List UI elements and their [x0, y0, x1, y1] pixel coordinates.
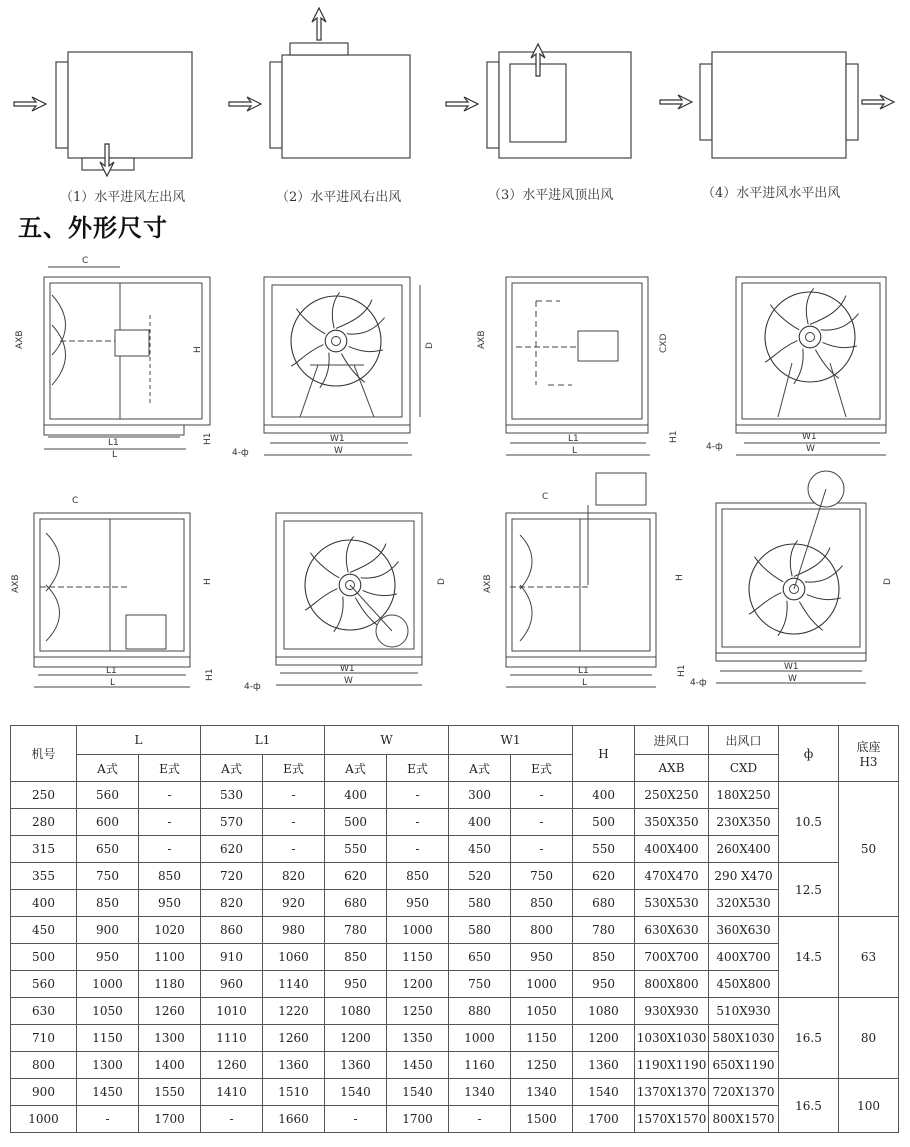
- table-cell: 1050: [77, 998, 139, 1025]
- table-row: [11, 890, 899, 917]
- table-cell: 1110: [201, 1025, 263, 1052]
- table-cell: 400: [325, 782, 387, 809]
- table-cell: 780: [325, 917, 387, 944]
- table-cell: 950: [573, 971, 635, 998]
- label-l-2: L: [572, 446, 578, 456]
- table-cell: -: [263, 809, 325, 836]
- table-cell: 1350: [387, 1025, 449, 1052]
- table-row: [11, 998, 899, 1025]
- table-cell: 1160: [449, 1052, 511, 1079]
- table-cell: 960: [201, 971, 263, 998]
- label-h1-4: H1: [677, 664, 687, 677]
- table-cell: -: [325, 1106, 387, 1133]
- sub-L1-a: A式: [201, 755, 263, 782]
- table-cell: 860: [201, 917, 263, 944]
- label-w1-3: W1: [340, 664, 355, 674]
- table-cell: 750: [511, 863, 573, 890]
- header-W: W: [325, 726, 449, 755]
- table-cell: -: [263, 782, 325, 809]
- sub-W-e: E式: [387, 755, 449, 782]
- table-cell: 750: [77, 863, 139, 890]
- label-w1-4: W1: [784, 662, 799, 672]
- table-cell: 1550: [139, 1079, 201, 1106]
- table-cell: 910: [201, 944, 263, 971]
- label-c-1: C: [82, 256, 89, 266]
- table-cell: 400: [573, 782, 635, 809]
- label-l1-1: L1: [108, 438, 119, 448]
- table-cell: 950: [77, 944, 139, 971]
- table-cell: 1060: [263, 944, 325, 971]
- table-cell: 400: [449, 809, 511, 836]
- table-cell: 510X930: [709, 998, 779, 1025]
- table-row: [11, 917, 899, 944]
- header-model: 机号: [11, 726, 77, 782]
- table-cell: 550: [325, 836, 387, 863]
- table-cell: 650: [449, 944, 511, 971]
- label-h1-1: H1: [203, 432, 213, 445]
- table-cell: 400X700: [709, 944, 779, 971]
- table-cell: 850: [77, 890, 139, 917]
- table-cell: 1000: [449, 1025, 511, 1052]
- header-inlet: 进风口: [635, 726, 709, 755]
- sub-L-a: A式: [77, 755, 139, 782]
- table-cell: 900: [11, 1079, 77, 1106]
- sub-inlet: AXB: [635, 755, 709, 782]
- table-cell: 300: [449, 782, 511, 809]
- table-cell: 900: [77, 917, 139, 944]
- phi-cell: 10.5: [779, 782, 839, 863]
- table-cell: 580: [449, 890, 511, 917]
- label-c-3: C: [542, 492, 549, 502]
- table-cell: 500: [325, 809, 387, 836]
- table-cell: 320X530: [709, 890, 779, 917]
- table-cell: 470X470: [635, 863, 709, 890]
- table-cell: -: [139, 782, 201, 809]
- header-L: L: [77, 726, 201, 755]
- table-cell: 920: [263, 890, 325, 917]
- label-h-1: H: [193, 346, 203, 353]
- table-cell: 1220: [263, 998, 325, 1025]
- table-cell: 1250: [511, 1052, 573, 1079]
- table-row: [11, 782, 899, 809]
- table-cell: 1300: [139, 1025, 201, 1052]
- table-cell: 580: [449, 917, 511, 944]
- table-row: [11, 1106, 899, 1133]
- table-cell: 720X1370: [709, 1079, 779, 1106]
- table-cell: 1000: [11, 1106, 77, 1133]
- table-cell: 580X1030: [709, 1025, 779, 1052]
- label-l1-4: L1: [578, 666, 589, 676]
- label-w-3: W: [344, 676, 353, 686]
- drawing-front-c: [716, 471, 866, 683]
- section-title: 五、外形尺寸: [18, 214, 168, 242]
- header-base: 底座 H3: [839, 726, 899, 782]
- table-row: [11, 863, 899, 890]
- table-cell: 180X250: [709, 782, 779, 809]
- table-cell: 880: [449, 998, 511, 1025]
- label-d-3: D: [883, 578, 893, 585]
- sub-W1-e: E式: [511, 755, 573, 782]
- table-cell: 700X700: [635, 944, 709, 971]
- table-cell: 600: [77, 809, 139, 836]
- table-row: [11, 1025, 899, 1052]
- table-cell: 1570X1570: [635, 1106, 709, 1133]
- table-cell: 1660: [263, 1106, 325, 1133]
- table-cell: 780: [573, 917, 635, 944]
- sub-outlet: CXD: [709, 755, 779, 782]
- table-cell: 315: [11, 836, 77, 863]
- table-cell: 290 X470: [709, 863, 779, 890]
- table-cell: 1260: [139, 998, 201, 1025]
- table-cell: 950: [387, 890, 449, 917]
- table-cell: 850: [139, 863, 201, 890]
- table-cell: 530: [201, 782, 263, 809]
- label-phi-2: 4-ф: [706, 442, 723, 452]
- table-cell: 1260: [201, 1052, 263, 1079]
- table-cell: 1150: [387, 944, 449, 971]
- table-cell: 720: [201, 863, 263, 890]
- label-l-3: L: [110, 678, 116, 688]
- table-cell: 1340: [511, 1079, 573, 1106]
- label-d-1: D: [425, 342, 435, 349]
- table-cell: 1100: [139, 944, 201, 971]
- header-phi: ф: [779, 726, 839, 782]
- table-cell: 980: [263, 917, 325, 944]
- header-H: H: [573, 726, 635, 782]
- table-cell: 1400: [139, 1052, 201, 1079]
- table-cell: 530X530: [635, 890, 709, 917]
- base-cell: 50: [839, 782, 899, 917]
- table-cell: 680: [573, 890, 635, 917]
- table-cell: 360X630: [709, 917, 779, 944]
- label-axb-4: AXB: [483, 574, 493, 593]
- drawing-side-b: [34, 513, 190, 687]
- label-l1-3: L1: [106, 666, 117, 676]
- table-cell: 650X1190: [709, 1052, 779, 1079]
- table-cell: -: [201, 1106, 263, 1133]
- table-cell: -: [263, 836, 325, 863]
- table-cell: 1700: [139, 1106, 201, 1133]
- table-cell: 750: [449, 971, 511, 998]
- table-cell: 1000: [77, 971, 139, 998]
- table-cell: 1020: [139, 917, 201, 944]
- table-cell: -: [139, 836, 201, 863]
- table-cell: 560: [11, 971, 77, 998]
- table-cell: 1150: [77, 1025, 139, 1052]
- caption-3: （3）水平进风顶出风: [488, 188, 614, 203]
- table-cell: 1410: [201, 1079, 263, 1106]
- table-cell: 1450: [387, 1052, 449, 1079]
- table-cell: 520: [449, 863, 511, 890]
- table-cell: 1200: [573, 1025, 635, 1052]
- dimension-drawings: [0, 245, 910, 700]
- table-cell: 560: [77, 782, 139, 809]
- phi-cell: 16.5: [779, 1079, 839, 1133]
- table-cell: 1450: [77, 1079, 139, 1106]
- drawing-front-a: [264, 277, 420, 455]
- table-cell: 260X400: [709, 836, 779, 863]
- table-cell: 650: [77, 836, 139, 863]
- label-axb-1: AXB: [15, 330, 25, 349]
- table-row: [11, 1079, 899, 1106]
- table-cell: -: [77, 1106, 139, 1133]
- table-row: [11, 836, 899, 863]
- label-phi-4: 4-ф: [690, 678, 707, 688]
- phi-cell: 16.5: [779, 998, 839, 1079]
- label-axb-3: AXB: [11, 574, 21, 593]
- sub-L-e: E式: [139, 755, 201, 782]
- table-cell: 1360: [263, 1052, 325, 1079]
- dimension-table: [10, 725, 899, 1133]
- table-cell: 1030X1030: [635, 1025, 709, 1052]
- table-cell: 620: [201, 836, 263, 863]
- table-cell: 400: [11, 890, 77, 917]
- label-axb-2: AXB: [477, 330, 487, 349]
- table-cell: 950: [511, 944, 573, 971]
- table-cell: 950: [325, 971, 387, 998]
- table-cell: 1080: [573, 998, 635, 1025]
- caption-4: （4）水平进风水平出风: [702, 186, 841, 201]
- phi-cell: 14.5: [779, 917, 839, 998]
- caption-1: （1）水平进风左出风: [60, 190, 186, 205]
- table-cell: 1050: [511, 998, 573, 1025]
- table-cell: 1360: [325, 1052, 387, 1079]
- diagram-1: [14, 52, 192, 176]
- table-cell: 1000: [387, 917, 449, 944]
- label-cxd-1: CXD: [659, 333, 669, 353]
- label-l-4: L: [582, 678, 588, 688]
- base-cell: 63: [839, 917, 899, 998]
- table-cell: 1180: [139, 971, 201, 998]
- table-cell: 950: [139, 890, 201, 917]
- table-cell: 355: [11, 863, 77, 890]
- table-cell: 1300: [77, 1052, 139, 1079]
- table-cell: 500: [573, 809, 635, 836]
- table-cell: 800X800: [635, 971, 709, 998]
- base-cell: 100: [839, 1079, 899, 1133]
- table-cell: 680: [325, 890, 387, 917]
- table-cell: 1510: [263, 1079, 325, 1106]
- table-cell: 500: [11, 944, 77, 971]
- table-cell: 850: [387, 863, 449, 890]
- sub-W1-a: A式: [449, 755, 511, 782]
- table-cell: 1010: [201, 998, 263, 1025]
- table-cell: 820: [201, 890, 263, 917]
- sub-W-a: A式: [325, 755, 387, 782]
- phi-cell: 12.5: [779, 863, 839, 917]
- table-row: [11, 809, 899, 836]
- table-cell: 850: [325, 944, 387, 971]
- table-cell: 710: [11, 1025, 77, 1052]
- table-cell: 400X400: [635, 836, 709, 863]
- label-phi-3: 4-ф: [244, 682, 261, 692]
- table-cell: 630X630: [635, 917, 709, 944]
- table-cell: 1700: [387, 1106, 449, 1133]
- table-cell: 1140: [263, 971, 325, 998]
- table-cell: 1200: [387, 971, 449, 998]
- table-cell: 850: [573, 944, 635, 971]
- label-l-1: L: [112, 450, 118, 460]
- table-cell: 1370X1370: [635, 1079, 709, 1106]
- caption-2: （2）水平进风右出风: [276, 190, 402, 205]
- header-outlet: 出风口: [709, 726, 779, 755]
- table-cell: 1080: [325, 998, 387, 1025]
- table-cell: 1000: [511, 971, 573, 998]
- table-cell: 1700: [573, 1106, 635, 1133]
- table-cell: 1250: [387, 998, 449, 1025]
- table-cell: 630: [11, 998, 77, 1025]
- label-h1-2: H1: [669, 430, 679, 443]
- table-cell: -: [387, 809, 449, 836]
- drawing-side-top: [506, 277, 650, 455]
- drawing-front-b: [276, 513, 422, 685]
- table-cell: 800X1570: [709, 1106, 779, 1133]
- table-cell: 820: [263, 863, 325, 890]
- table-cell: 350X350: [635, 809, 709, 836]
- table-cell: 1340: [449, 1079, 511, 1106]
- airflow-diagrams: [0, 0, 910, 205]
- table-cell: 620: [573, 863, 635, 890]
- drawing-side-c: [506, 473, 656, 687]
- table-cell: 800: [11, 1052, 77, 1079]
- table-row: [11, 971, 899, 998]
- table-cell: -: [511, 836, 573, 863]
- table-cell: 1540: [387, 1079, 449, 1106]
- table-cell: 570: [201, 809, 263, 836]
- header-L1: L1: [201, 726, 325, 755]
- table-cell: 450X800: [709, 971, 779, 998]
- table-cell: 850: [511, 890, 573, 917]
- table-cell: 250X250: [635, 782, 709, 809]
- table-cell: 1500: [511, 1106, 573, 1133]
- label-w-2: W: [806, 444, 815, 454]
- label-l1-2: L1: [568, 434, 579, 444]
- label-w-4: W: [788, 674, 797, 684]
- table-cell: 250: [11, 782, 77, 809]
- table-cell: 800: [511, 917, 573, 944]
- table-row: [11, 944, 899, 971]
- table-cell: -: [139, 809, 201, 836]
- table-cell: 450: [11, 917, 77, 944]
- label-d-2: D: [437, 578, 447, 585]
- label-phi-1: 4-ф: [232, 448, 249, 458]
- table-cell: 1150: [511, 1025, 573, 1052]
- table-cell: -: [511, 782, 573, 809]
- header-W1: W1: [449, 726, 573, 755]
- label-w1-1: W1: [330, 434, 345, 444]
- label-h1-3: H1: [205, 668, 215, 681]
- drawing-front-e: [736, 277, 886, 455]
- sub-L1-e: E式: [263, 755, 325, 782]
- table-cell: 1540: [573, 1079, 635, 1106]
- table-cell: 1360: [573, 1052, 635, 1079]
- table-cell: 550: [573, 836, 635, 863]
- label-c-2: C: [72, 496, 79, 506]
- label-w-1: W: [334, 446, 343, 456]
- diagram-3: [446, 44, 631, 158]
- table-cell: 1200: [325, 1025, 387, 1052]
- table-cell: 280: [11, 809, 77, 836]
- table-cell: 1190X1190: [635, 1052, 709, 1079]
- base-cell: 80: [839, 998, 899, 1079]
- table-cell: -: [449, 1106, 511, 1133]
- label-h-2: H: [203, 578, 213, 585]
- drawing-side-a: [44, 267, 210, 449]
- table-cell: -: [387, 782, 449, 809]
- table-cell: -: [387, 836, 449, 863]
- table-cell: 450: [449, 836, 511, 863]
- table-cell: -: [511, 809, 573, 836]
- label-w1-2: W1: [802, 432, 817, 442]
- diagram-2: [229, 8, 410, 158]
- table-row: [11, 1052, 899, 1079]
- table-cell: 930X930: [635, 998, 709, 1025]
- table-cell: 230X350: [709, 809, 779, 836]
- diagram-4: [660, 52, 894, 158]
- table-cell: 1540: [325, 1079, 387, 1106]
- label-h-3: H: [675, 574, 685, 581]
- table-cell: 620: [325, 863, 387, 890]
- table-cell: 1260: [263, 1025, 325, 1052]
